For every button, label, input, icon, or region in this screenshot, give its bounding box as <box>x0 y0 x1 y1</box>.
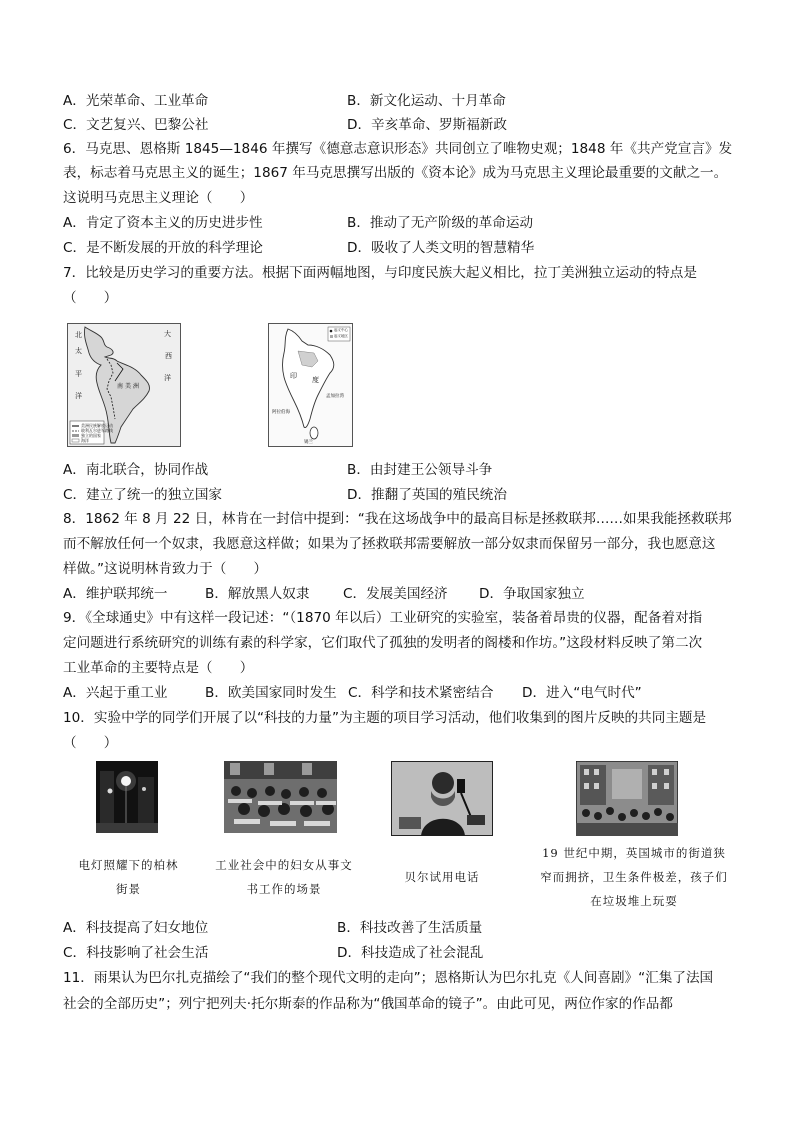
map1-legend-1: 美洲民族解放运动 <box>81 423 113 428</box>
map1-legend-3: 独立的国家 <box>81 433 101 438</box>
photo-women-office-work <box>224 761 337 833</box>
caption-english-street-line-2: 窄而拥挤，卫生条件极差，孩子们 <box>540 870 728 884</box>
map2-label-du: 度 <box>312 376 319 384</box>
caption-berlin-street-line-1: 电灯照耀下的柏林 <box>78 858 179 872</box>
q8-option-c[interactable]: C．发展美国经济 <box>343 586 448 602</box>
q6-stem-line-1: 6．马克思、恩格斯 1845—1846 年撰写《德意志意识形态》共同创立了唯物史观；1848 年《共产党宣言》发 <box>63 141 733 157</box>
map1-label-yang1: 洋 <box>164 374 171 382</box>
q7-option-a[interactable]: A．南北联合，协同作战 <box>63 462 209 478</box>
map1-label-da: 大 <box>164 330 171 338</box>
q8-stem-line-1: 8．1862 年 8 月 22 日，林肯在一封信中提到：“我在这场战争中的最高目标是拯救联邦……如果我能拯救联邦 <box>63 511 732 527</box>
map1-legend-4: 海洋 <box>81 438 89 443</box>
map1-label-ping: 平 <box>75 370 82 378</box>
q9-option-c[interactable]: C．科学和技术紧密结合 <box>348 685 494 701</box>
india-map-drawing <box>268 323 353 447</box>
map1-label-xi: 西 <box>165 352 172 360</box>
caption-bell-telephone-line-1: 贝尔试用电话 <box>404 870 480 884</box>
photo-bell-telephone <box>391 761 493 836</box>
q6-option-a[interactable]: A．肯定了资本主义的历史进步性 <box>63 215 263 231</box>
map1-label-nan: 南 <box>117 383 124 390</box>
india-map <box>268 323 353 447</box>
caption-berlin-street-line-2: 街景 <box>116 882 141 896</box>
q6-option-c[interactable]: C．是不断发展的开放的科学理论 <box>63 240 263 256</box>
photo-bell-telephone-drawing <box>391 761 493 836</box>
photo-berlin-street <box>96 761 158 833</box>
photo-english-city-street <box>576 761 678 836</box>
map1-legend-2: 玻利瓦尔进军路线 <box>81 428 113 433</box>
q6-option-d[interactable]: D．吸收了人类文明的智慧精华 <box>347 240 535 256</box>
q9-stem-line-2: 定问题进行系统研究的训练有素的科学家，它们取代了孤独的发明者的阁楼和作坊。”这段材料反映了第二次 <box>63 635 703 651</box>
q8-stem-line-3: 样做。”这说明林肯致力于（ ） <box>63 561 268 577</box>
q10-stem-line-2: （ ） <box>63 735 118 751</box>
map2-label-yin: 印 <box>290 372 297 380</box>
q5-option-b[interactable]: B．新文化运动、十月革命 <box>347 93 506 109</box>
q8-option-a[interactable]: A．维护联邦统一 <box>63 586 168 602</box>
photo-berlin-street-drawing <box>96 761 158 833</box>
q9-stem-line-3: 工业革命的主要特点是（ ） <box>63 660 254 676</box>
q5-option-a[interactable]: A．光荣革命、工业革命 <box>63 93 209 109</box>
caption-english-street <box>514 841 754 913</box>
map1-label-tai: 太 <box>75 347 82 355</box>
map2-legend-1: 起义中心 <box>334 328 348 332</box>
q7-stem-line-2: （ ） <box>63 290 118 306</box>
q8-option-d[interactable]: D．争取国家独立 <box>479 586 585 602</box>
q6-option-b[interactable]: B．推动了无产阶级的革命运动 <box>347 215 534 231</box>
q11-stem-line-2: 社会的全部历史”；列宁把列夫·托尔斯泰的作品称为“俄国革命的镜子”。由此可见，两位作家的作品都 <box>63 996 673 1012</box>
q10-option-d[interactable]: D．科技造成了社会混乱 <box>337 945 484 961</box>
q7-stem-line-1: 7．比较是历史学习的重要方法。根据下面两幅地图，与印度民族大起义相比，拉丁美洲独立运动的特点是 <box>63 265 697 281</box>
caption-berlin-street <box>66 853 191 901</box>
q8-option-b[interactable]: B．解放黑人奴隶 <box>205 586 310 602</box>
caption-bell-telephone <box>382 865 502 889</box>
q10-option-c[interactable]: C．科技影响了社会生活 <box>63 945 209 961</box>
map1-label-mei: 美 <box>125 383 132 390</box>
q5-option-c[interactable]: C．文艺复兴、巴黎公社 <box>63 117 209 133</box>
q9-option-a[interactable]: A．兴起于重工业 <box>63 685 168 701</box>
map2-label-arabian-sea: 阿拉伯海 <box>272 410 290 415</box>
q9-option-d[interactable]: D．进入“电气时代” <box>522 685 642 701</box>
q6-stem-line-3: 这说明马克思主义理论（ ） <box>63 190 254 206</box>
q9-stem-line-1: 9．《全球通史》中有这样一段记述：“（1870 年以后）工业研究的实验室，装备着昂贵的仪器，配备着对指 <box>63 610 703 626</box>
map1-label-zhou: 洲 <box>133 383 140 390</box>
q10-stem-line-1: 10．实验中学的同学们开展了以“科技的力量”为主题的项目学习活动，他们收集到的图片反映的共同主题是 <box>63 710 707 726</box>
q7-option-b[interactable]: B．由封建王公领导斗争 <box>347 462 493 478</box>
q10-option-b[interactable]: B．科技改善了生活质量 <box>337 920 483 936</box>
map1-label-north: 北 <box>75 331 82 339</box>
map2-label-bay: 孟加拉湾 <box>326 394 344 399</box>
caption-women-office-line-2: 书工作的场景 <box>246 882 322 896</box>
latin-america-map <box>67 323 181 447</box>
q10-option-a[interactable]: A．科技提高了妇女地位 <box>63 920 209 936</box>
q7-option-d[interactable]: D．推翻了英国的殖民统治 <box>347 487 507 503</box>
q7-option-c[interactable]: C．建立了统一的独立国家 <box>63 487 223 503</box>
q6-stem-line-2: 表，标志着马克思主义的诞生；1867 年马克思撰写出版的《资本论》成为马克思主义理论最重要的文献之一。 <box>63 165 728 181</box>
caption-women-office-line-1: 工业社会中的妇女从事文 <box>215 858 353 872</box>
map1-label-yang2: 洋 <box>75 392 82 400</box>
photo-women-office-work-drawing <box>224 761 337 833</box>
q8-stem-line-2: 而不解放任何一个奴隶，我愿意这样做；如果为了拯救联邦需要解放一部分奴隶而保留另一部分，我也愿意这 <box>63 536 716 552</box>
map2-label-ceylon: 锡兰 <box>304 440 313 445</box>
photo-english-city-street-drawing <box>576 761 678 836</box>
caption-english-street-line-1: 19 世纪中期，英国城市的街道狭 <box>542 846 726 860</box>
q9-option-b[interactable]: B．欧美国家同时发生 <box>205 685 337 701</box>
q11-stem-line-1: 11．雨果认为巴尔扎克描绘了“我们的整个现代文明的走向”；恩格斯认为巴尔扎克《人间喜剧》“汇集了法国 <box>63 970 714 986</box>
caption-women-office <box>198 853 370 901</box>
map2-legend-2: 起义地区 <box>334 334 348 338</box>
q5-option-d[interactable]: D．辛亥革命、罗斯福新政 <box>347 117 507 133</box>
caption-english-street-line-3: 在垃圾堆上玩耍 <box>590 894 678 908</box>
